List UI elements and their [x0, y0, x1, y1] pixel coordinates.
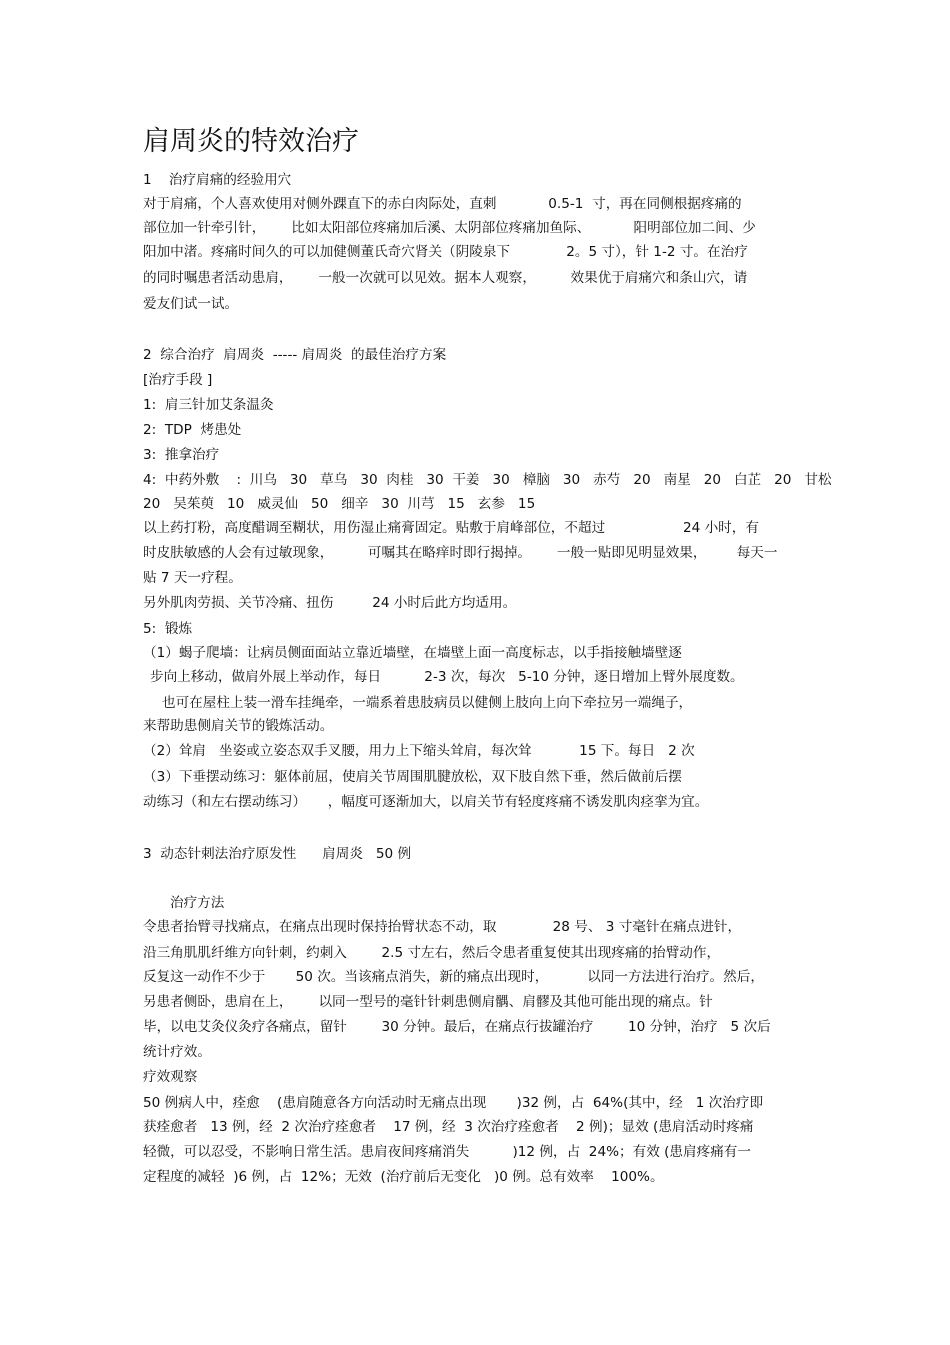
treatment-item-2: 2: TDP 烤患处 [143, 422, 242, 438]
method-line-6: 统计疗效。 [143, 1044, 211, 1060]
method-line-3: 反复这一动作不少于 50 次。当该痛点消失，新的痛点出现时， 以同一方法进行治疗。然后， [143, 969, 764, 985]
herb-instructions-line-2: 时皮肤敏感的人会有过敏现象， 可嘱其在略痒时即行揭掉。 一般一贴即见明显效果， 每天一 [143, 545, 778, 561]
method-line-1: 令患者抬臂寻找痛点，在痛点出现时保持抬臂状态不动，取 28 号、 3 寸毫针在痛点进针， [143, 919, 742, 935]
exercise-1-line-3: 也可在屋柱上装一滑车挂绳牵，一端系着患肢病员以健侧上肢向上向下牵拉另一端绳子， [162, 695, 693, 711]
exercise-2: （2）耸肩 坐姿或立姿态双手叉腰，用力上下缩头耸肩，每次耸 15 下。每日 2 次 [143, 743, 695, 759]
page-title: 肩周炎的特效治疗 [143, 126, 359, 157]
result-line-2: 获痊愈者 13 例，经 2 次治疗痊愈者 17 例，经 3 次治疗痊愈者 2 例)；显效 (患肩活动时疼痛 [143, 1119, 754, 1135]
method-line-4: 另患者侧卧，患肩在上， 以同一型号的毫针针刺患侧肩髃、肩髎及其他可能出现的痛点。针 [143, 994, 713, 1010]
section2-heading: 2 综合治疗 肩周炎 ----- 肩周炎 的最佳治疗方案 [143, 347, 447, 363]
method-label: 治疗方法 [170, 895, 225, 911]
herb-instructions-line-1: 以上药打粉，高度醋调至糊状，用伤湿止痛膏固定。贴敷于肩峰部位，不超过 24 小时，有 [143, 520, 759, 536]
section1-line-1: 对于肩痛，个人喜欢使用对侧外踝直下的赤白肉际处，直刺 0.5-1 寸，再在同侧根据疼痛的 [143, 196, 742, 212]
section1-line-5: 爱友们试一试。 [143, 296, 239, 312]
treatment-means-label: [治疗手段 ] [143, 372, 213, 388]
method-line-5: 毕，以电艾灸仪灸疗各痛点，留针 30 分钟。最后，在痛点行拔罐治疗 10 分钟，治疗 5 次后 [143, 1019, 771, 1035]
exercise-1-line-2: 步向上移动，做肩外展上举动作，每日 2-3 次，每次 5-10 分钟，逐日增加上臂外展度数。 [150, 669, 744, 685]
section1-line-2: 部位加一针牵引针， 比如太阳部位疼痛加后溪、太阴部位疼痛加鱼际、 阳明部位加二间、少 [143, 220, 756, 236]
section1-heading: 1 治疗肩痛的经验用穴 [143, 172, 292, 188]
exercise-3-line-2: 动练习（和左右摆动练习） ，幅度可逐渐加大，以肩关节有轻度疼痛不诱发肌肉痉挛为宜。 [143, 794, 709, 810]
treatment-item-4-line-2: 20 吴茱萸 10 威灵仙 50 细辛 30 川芎 15 玄参 15 [143, 496, 536, 512]
section3-heading: 3 动态针刺法治疗原发性 肩周炎 50 例 [143, 846, 412, 862]
herb-instructions-line-3: 贴 7 天一疗程。 [143, 570, 242, 586]
treatment-item-1: 1: 肩三针加艾条温灸 [143, 397, 274, 413]
exercise-1-line-4: 来帮助患侧肩关节的锻炼活动。 [143, 718, 334, 734]
section1-line-4: 的同时嘱患者活动患肩， 一般一次就可以见效。据本人观察， 效果优于肩痛穴和条山穴，请 [143, 270, 748, 286]
treatment-item-5: 5: 锻炼 [143, 621, 193, 637]
result-label: 疗效观察 [143, 1069, 198, 1085]
treatment-item-3: 3: 推拿治疗 [143, 447, 220, 463]
result-line-3: 轻微，可以忍受，不影响日常生活。患肩夜间疼痛消失 )12 例，占 24%；有效 (患肩疼痛有一 [143, 1144, 751, 1160]
herb-instructions-line-4: 另外肌肉劳损、关节冷痛、扭伤 24 小时后此方均适用。 [143, 595, 517, 611]
exercise-3-line-1: （3）下垂摆动练习：躯体前屈，使肩关节周围肌腱放松，双下肢自然下垂，然后做前后摆 [143, 769, 682, 785]
exercise-1-line-1: （1）蝎子爬墙：让病员侧面面站立靠近墙壁，在墙壁上面一高度标志，以手指接触墙壁逐 [143, 645, 682, 661]
result-line-4: 定程度的减轻 )6 例，占 12%；无效 (治疗前后无变化 )0 例。总有效率 100%。 [143, 1169, 664, 1185]
treatment-item-4-line-1: 4: 中药外敷 : 川乌 30 草乌 30 肉桂 30 干姜 30 樟脑 30 赤芍 20 南星 20 白芷 20 甘松 [143, 472, 832, 488]
section1-line-3: 阳加中渚。疼痛时间久的可以加健侧董氏奇穴肾关（阴陵泉下 2。5 寸），针 1-2 寸。在治疗 [143, 244, 748, 260]
result-line-1: 50 例病人中，痊愈 (患肩随意各方向活动时无痛点出现 )32 例，占 64%(其中，经 1 次治疗即 [143, 1095, 764, 1111]
method-line-2: 沿三角肌肌纤维方向针刺，约刺入 2.5 寸左右，然后令患者重复使其出现疼痛的抬臂动作， [143, 945, 721, 961]
